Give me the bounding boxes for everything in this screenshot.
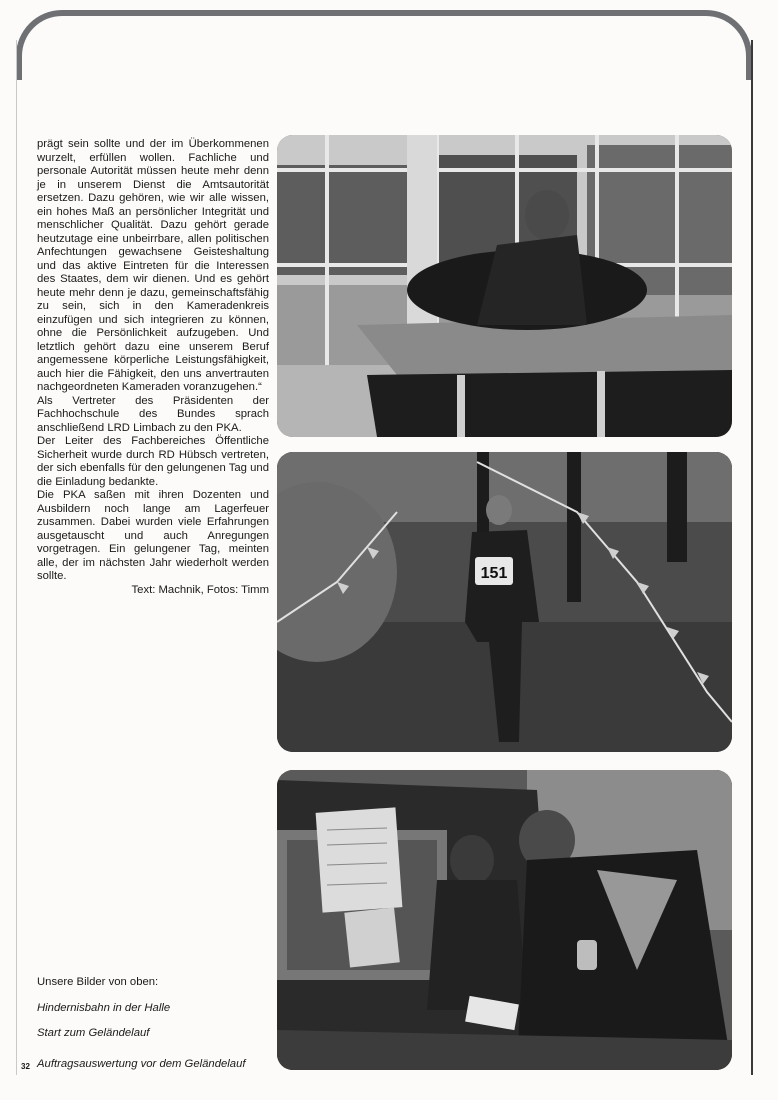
article-paragraph: Die PKA saßen mit ihren Dozenten und Ausbildern noch lange am Lagerfeuer zusammen. Dabei wurden viele Erfahrungen ausgetauscht und auch Anregungen vorgetragen. Ein gelungener Tag, meinten alle, der im nächsten Jahr wiederholt werden sollte. xyxy=(37,489,269,582)
article-paragraph: prägt sein sollte und der im Überkommenen wurzelt, erfüllen wollen. Fachliche und personale Autorität müssen heute mehr denn je in unserem Dienst die Amtsautorität ersetzen. Dazu gehören, wie wir alle wissen, ein hohes Maß an persönlicher Integrität und menschlicher Qualität. Dazu gehört gerade heutzutage eine unbeirrbare, allen politischen Anfechtungen gewachsene Geisteshaltung und das aktive Eintreten für die Interessen des Staates, dem wir dienen. Und es gehört heute mehr denn je dazu, gemeinschaftsfähig zu sein, sich in den Kameradenkreis einzufügen und sich integrieren zu können, ohne die Persönlichkeit aufzugeben. Und letztlich gehört dazu eine unserem Beruf angemessene körperliche Leistungsfähigkeit, auch hier die Fähigkeit, den uns anvertrauten nachgeordneten Kameraden voranzugehen.“ xyxy=(37,138,269,393)
photo-obstacle-course xyxy=(277,135,732,437)
photo-task-review xyxy=(277,770,732,1070)
caption-intro: Unsere Bilder von oben: xyxy=(37,976,159,988)
caption-photo-3: Auftragsauswertung vor dem Geländelauf xyxy=(37,1058,246,1070)
article-paragraph: Der Leiter des Fachbereiches Öffentliche Sicherheit wurde durch RD Hübsch vertreten, der sich ebenfalls für den gelungenen Tag und die Einladung bedankte. xyxy=(37,435,269,488)
photo-credit: Text: Machnik, Fotos: Timm xyxy=(131,583,269,596)
photo-cross-country-start xyxy=(277,452,732,752)
page-number: 32 xyxy=(21,1062,30,1071)
article-paragraph: Als Vertreter des Präsidenten der Fachhochschule des Bundes sprach anschließend LRD Limbach zu den PKA. xyxy=(37,394,269,434)
race-bib-number: 151 xyxy=(480,565,508,582)
right-column-rule xyxy=(751,40,753,1075)
left-rule xyxy=(16,40,17,1075)
article-body xyxy=(37,138,269,597)
caption-photo-1: Hindernisbahn in der Halle xyxy=(37,1002,171,1014)
caption-photo-2: Start zum Geländelauf xyxy=(37,1027,150,1039)
caption-block xyxy=(37,976,277,1052)
